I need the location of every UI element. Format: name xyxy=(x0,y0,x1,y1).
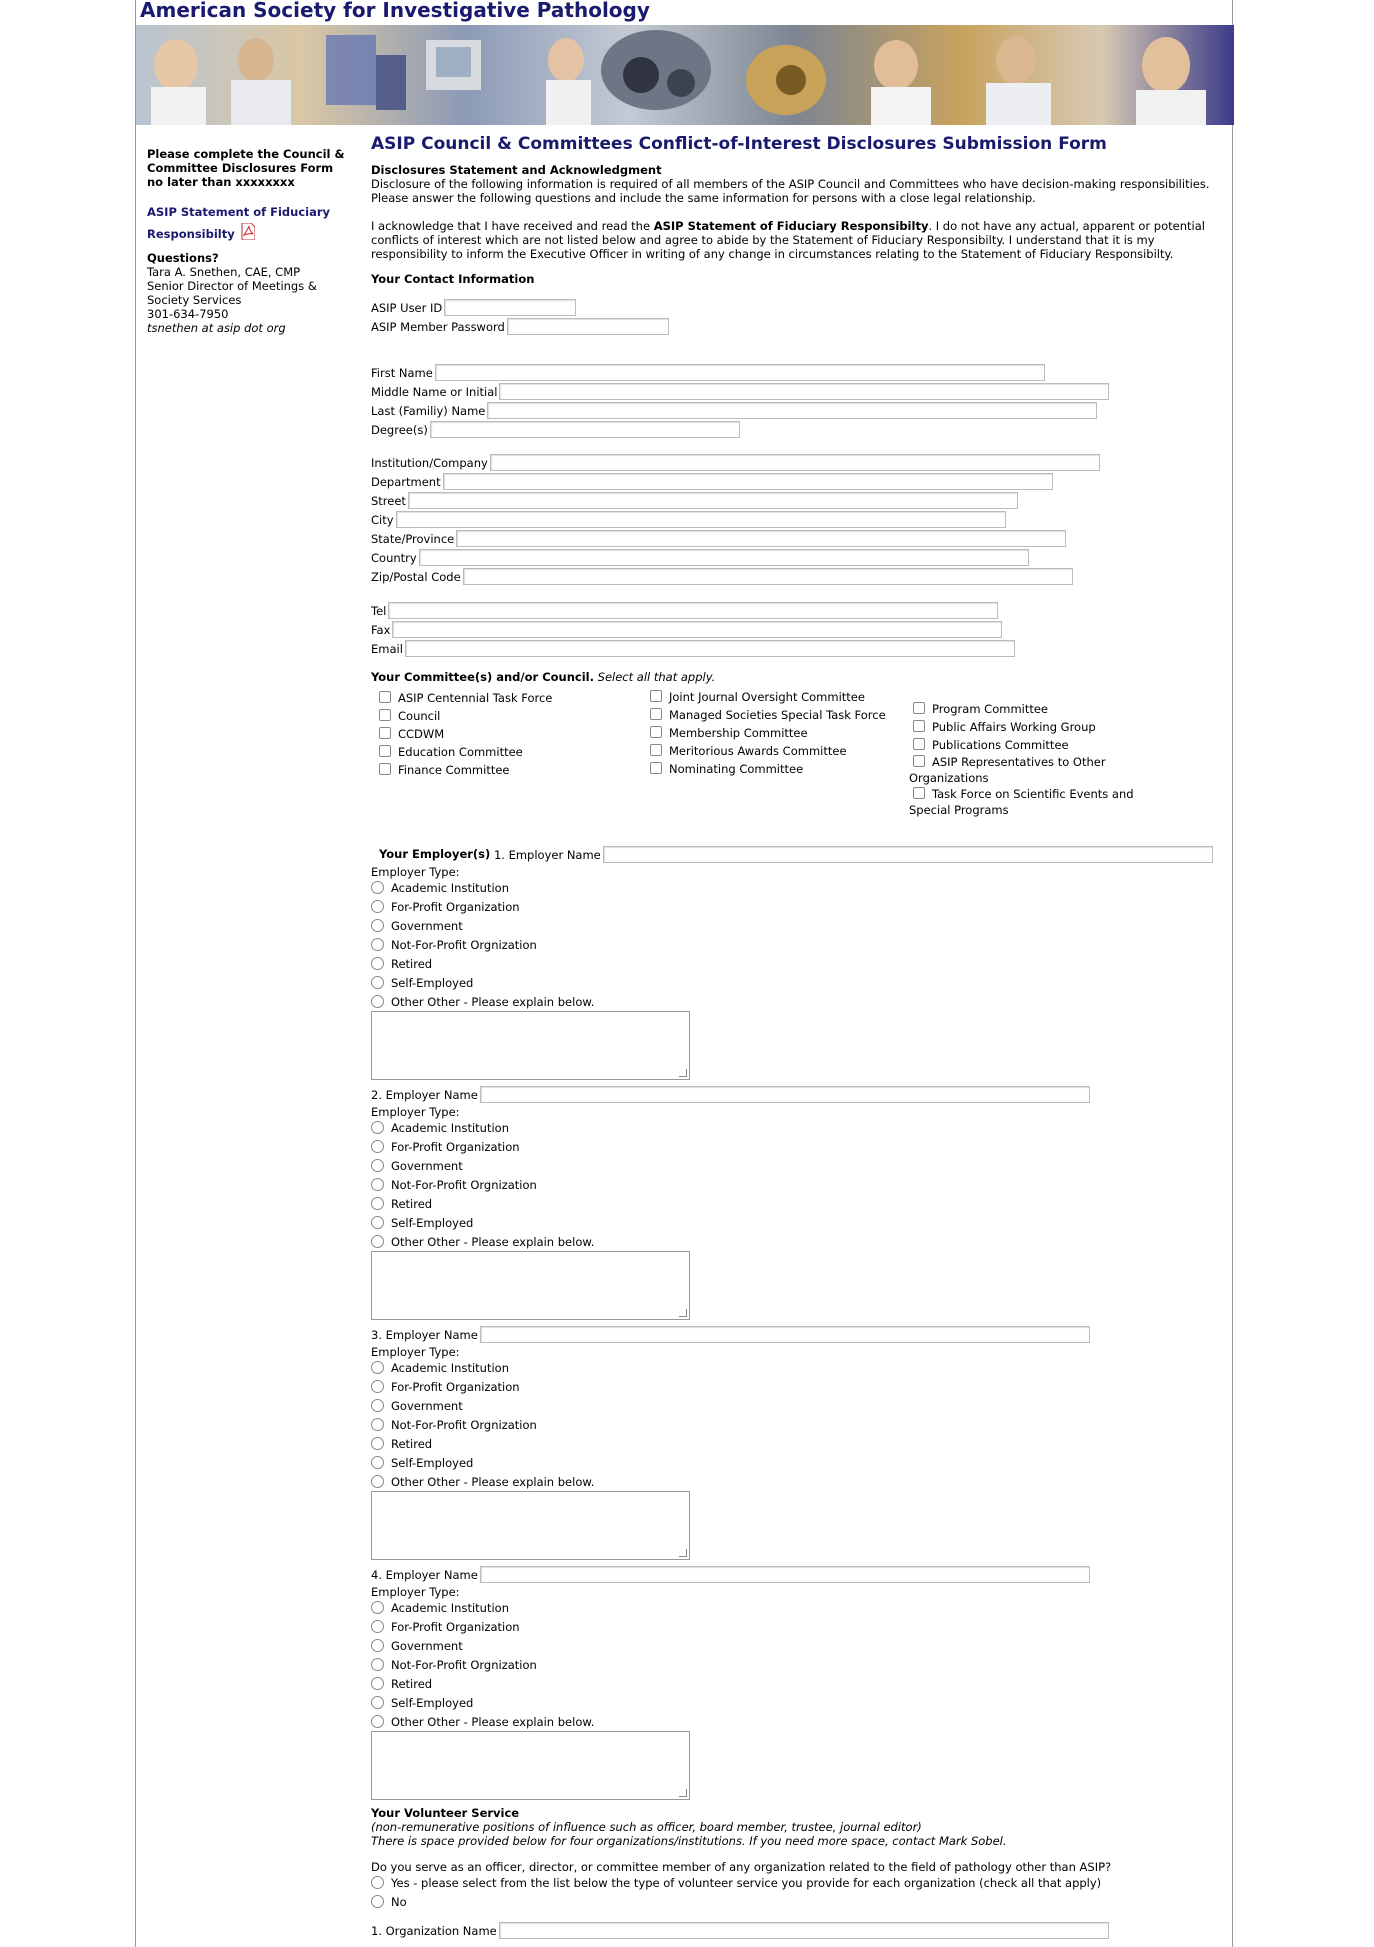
volunteer-question: Do you serve as an officer, director, or committee member of any organization related to the field of pathology other than ASIP? xyxy=(371,1860,1112,1874)
radio-button[interactable] xyxy=(371,881,384,894)
employer-type-option[interactable] xyxy=(371,1138,594,1157)
employer-type-option[interactable] xyxy=(371,1473,594,1492)
department-row xyxy=(371,473,1053,492)
state-input[interactable] xyxy=(456,530,1066,547)
employer-name-row xyxy=(371,1566,1090,1585)
employer-name-label: 2. Employer Name xyxy=(371,1087,478,1102)
employer-type-text: Not-For-Profit Orgnization xyxy=(391,1178,537,1192)
employer-type-option[interactable] xyxy=(371,1195,594,1214)
radio-button[interactable] xyxy=(371,1380,384,1393)
employer-type-label: Employer Type: xyxy=(371,1105,460,1119)
employer-type-text: For-Profit Organization xyxy=(391,1380,520,1394)
committee-option[interactable] xyxy=(650,724,886,742)
checkbox[interactable] xyxy=(379,727,391,739)
employer-type-text: Not-For-Profit Orgnization xyxy=(391,1418,537,1432)
contact-title-line1: Senior Director of Meetings & xyxy=(147,279,317,293)
radio-button[interactable] xyxy=(371,1235,384,1248)
committees-column-3 xyxy=(909,700,1134,818)
password-row xyxy=(371,318,669,337)
volunteer-heading: Your Volunteer Service xyxy=(371,1806,520,1820)
radio-button[interactable] xyxy=(371,1895,384,1908)
committee-label: Managed Societies Special Task Force xyxy=(669,708,886,722)
zip-label: Zip/Postal Code xyxy=(371,569,461,584)
employer-type-option[interactable] xyxy=(371,879,594,898)
radio-button[interactable] xyxy=(371,1876,384,1889)
employer-type-text: Academic Institution xyxy=(391,881,509,895)
password-label: ASIP Member Password xyxy=(371,319,505,334)
checkbox[interactable] xyxy=(650,690,662,702)
checkbox[interactable] xyxy=(913,702,925,714)
zip-input[interactable] xyxy=(463,568,1073,585)
committee-option[interactable] xyxy=(913,736,1134,754)
employer-type-option[interactable] xyxy=(371,936,594,955)
employer-type-text: Retired xyxy=(391,1197,433,1211)
volunteer-section xyxy=(371,1806,1221,1912)
employer-type-text: Other Other - Please explain below. xyxy=(391,1235,595,1249)
radio-button[interactable] xyxy=(371,1475,384,1488)
org-name-label: 1. Organization Name xyxy=(371,1923,497,1938)
disclosure-heading: Disclosures Statement and Acknowledgment xyxy=(371,163,662,177)
employer-name-input[interactable] xyxy=(480,1086,1090,1103)
street-row xyxy=(371,492,1018,511)
committee-option[interactable] xyxy=(379,725,552,743)
committees-column-2 xyxy=(650,688,886,778)
employer-type-option[interactable] xyxy=(371,1214,594,1233)
department-label: Department xyxy=(371,474,441,489)
employer-name-row xyxy=(379,846,1213,865)
employer-type-option[interactable] xyxy=(371,898,594,917)
fiduciary-statement-link[interactable] xyxy=(147,201,352,245)
employer-name-row xyxy=(371,1086,1090,1105)
employer-type-text: Academic Institution xyxy=(391,1121,509,1135)
tel-input[interactable] xyxy=(388,602,998,619)
committee-label: ASIP Representatives to Other xyxy=(932,755,1106,769)
radio-button[interactable] xyxy=(371,1178,384,1191)
middle-name-row xyxy=(371,383,1109,402)
employer-type-text: Self-Employed xyxy=(391,1696,474,1710)
employer-type-option[interactable] xyxy=(371,1618,594,1637)
committee-label: Finance Committee xyxy=(398,763,510,777)
fax-input[interactable] xyxy=(392,621,1002,638)
committees-column-1 xyxy=(379,689,552,779)
employer-type-text: Self-Employed xyxy=(391,976,474,990)
employer-type-text: Government xyxy=(391,1159,463,1173)
employer-name-label: 4. Employer Name xyxy=(371,1567,478,1582)
volunteer-yes-option[interactable] xyxy=(371,1874,1221,1893)
employer-explanation-textarea[interactable] xyxy=(371,1251,690,1320)
user-id-label: ASIP User ID xyxy=(371,300,443,315)
committee-option[interactable] xyxy=(913,700,1134,718)
employer-type-text: Government xyxy=(391,1639,463,1653)
state-row xyxy=(371,530,1066,549)
degrees-input[interactable] xyxy=(430,421,740,438)
institution-row xyxy=(371,454,1100,473)
committee-label-continued: Special Programs xyxy=(909,803,1009,817)
email-row xyxy=(371,640,1015,659)
country-label: Country xyxy=(371,550,417,565)
employer-name-input[interactable] xyxy=(480,1566,1090,1583)
tel-row xyxy=(371,602,998,621)
committee-option[interactable] xyxy=(913,786,1134,802)
employer-type-label: Employer Type: xyxy=(371,1585,460,1599)
contact-name: Tara A. Snethen, CAE, CMP xyxy=(147,265,301,279)
radio-button[interactable] xyxy=(371,1639,384,1652)
volunteer-no-option[interactable] xyxy=(371,1893,1221,1912)
radio-button[interactable] xyxy=(371,1399,384,1412)
employer-type-text: Not-For-Profit Orgnization xyxy=(391,1658,537,1672)
email-label: Email xyxy=(371,641,403,656)
radio-button[interactable] xyxy=(371,1658,384,1671)
employer-type-option[interactable] xyxy=(371,1694,594,1713)
employer-name-label: 3. Employer Name xyxy=(371,1327,478,1342)
committee-label: Education Committee xyxy=(398,745,523,759)
employer-type-option[interactable] xyxy=(371,1599,594,1618)
checkbox[interactable] xyxy=(379,709,391,721)
employer-type-option[interactable] xyxy=(371,1675,594,1694)
disclosure-text: Disclosure of the following information is required of all members of the ASIP Council and Committees who have decision-making responsibilities. Please answer the following questions and include the same information for persons with a close legal relationship. xyxy=(371,177,1210,205)
employer-type-text: For-Profit Organization xyxy=(391,1140,520,1154)
committee-label-continued: Organizations xyxy=(909,771,989,785)
employer-type-text: For-Profit Organization xyxy=(391,1620,520,1634)
tel-label: Tel xyxy=(371,603,387,618)
employer-type-option[interactable] xyxy=(371,917,594,936)
committee-label: ASIP Centennial Task Force xyxy=(398,691,553,705)
committee-option[interactable] xyxy=(379,689,552,707)
middle-name-input[interactable] xyxy=(499,383,1109,400)
radio-button[interactable] xyxy=(371,1677,384,1690)
employer-type-option[interactable] xyxy=(371,1397,594,1416)
zip-row xyxy=(371,568,1073,587)
employer-type-option[interactable] xyxy=(371,1454,594,1473)
institution-label: Institution/Company xyxy=(371,455,488,470)
street-label: Street xyxy=(371,493,406,508)
committee-label: Task Force on Scientific Events and xyxy=(932,787,1134,801)
employer-type-text: Retired xyxy=(391,957,433,971)
employer-type-option[interactable] xyxy=(371,1233,594,1252)
volunteer-yes-label: Yes - please select from the list below the type of volunteer service you provide for each organization (check all that apply) xyxy=(391,1876,1102,1890)
radio-button[interactable] xyxy=(371,1216,384,1229)
contact-heading: Your Contact Information xyxy=(371,272,535,286)
employer-type-text: Retired xyxy=(391,1677,433,1691)
radio-button[interactable] xyxy=(371,938,384,951)
employer-explanation-textarea[interactable] xyxy=(371,1011,690,1080)
committee-label: Publications Committee xyxy=(932,738,1069,752)
radio-button[interactable] xyxy=(371,1696,384,1709)
page-container xyxy=(135,0,1233,1947)
employer-type-text: Academic Institution xyxy=(391,1601,509,1615)
committees-hint: Select all that apply. xyxy=(597,670,716,684)
employer-type-text: Not-For-Profit Orgnization xyxy=(391,938,537,952)
radio-button[interactable] xyxy=(371,1437,384,1450)
first-name-input[interactable] xyxy=(435,364,1045,381)
volunteer-note-1: (non-remunerative positions of influence such as officer, board member, trustee, journal editor) xyxy=(371,1820,922,1834)
employer-type-option[interactable] xyxy=(371,1378,594,1397)
employer-type-label: Employer Type: xyxy=(371,865,460,879)
committee-label: Nominating Committee xyxy=(669,762,804,776)
radio-button[interactable] xyxy=(371,957,384,970)
employer-type-option[interactable] xyxy=(371,1119,594,1138)
contact-title-line2: Society Services xyxy=(147,293,242,307)
ack-suffix: . I do not have any actual, apparent or potential conflicts of interest which are not listed below and agree to abide by the Statement of Fiduciary Responsibilty. I understand that it is my responsibility to inform the Executive Officer in writing of any change in circumstances relating to the Statement of Fiduciary Responsibilty. xyxy=(371,219,1205,261)
middle-name-label: Middle Name or Initial xyxy=(371,384,498,399)
checkbox[interactable] xyxy=(650,726,662,738)
committee-option[interactable] xyxy=(379,707,552,725)
ack-bold: ASIP Statement of Fiduciary Responsibilty xyxy=(653,219,929,233)
committee-label: Council xyxy=(398,709,441,723)
employer-type-text: Retired xyxy=(391,1437,433,1451)
committee-label: Meritorious Awards Committee xyxy=(669,744,847,758)
country-input[interactable] xyxy=(419,549,1029,566)
employer-type-option[interactable] xyxy=(371,993,594,1012)
city-input[interactable] xyxy=(396,511,1006,528)
employer-type-option[interactable] xyxy=(371,974,594,993)
volunteer-note-2: There is space provided below for four organizations/institutions. If you need more space, contact Mark Sobel. xyxy=(371,1834,1007,1848)
radio-button[interactable] xyxy=(371,976,384,989)
checkbox[interactable] xyxy=(379,691,391,703)
employer-type-text: Academic Institution xyxy=(391,1361,509,1375)
street-input[interactable] xyxy=(408,492,1018,509)
radio-button[interactable] xyxy=(371,919,384,932)
radio-button[interactable] xyxy=(371,1418,384,1431)
employer-type-option[interactable] xyxy=(371,1637,594,1656)
committee-option[interactable] xyxy=(650,706,886,724)
checkbox[interactable] xyxy=(913,738,925,750)
radio-button[interactable] xyxy=(371,1361,384,1374)
employer-heading: Your Employer(s) xyxy=(379,847,491,861)
checkbox[interactable] xyxy=(379,745,391,757)
last-name-input[interactable] xyxy=(487,402,1097,419)
fiduciary-link-text[interactable]: ASIP Statement of Fiduciary Responsibilty xyxy=(147,205,331,241)
city-row xyxy=(371,511,1006,530)
org-name-input[interactable] xyxy=(499,1922,1109,1939)
state-label: State/Province xyxy=(371,531,455,546)
department-input[interactable] xyxy=(443,473,1053,490)
checkbox[interactable] xyxy=(379,763,391,775)
ack-prefix: I acknowledge that I have received and read the xyxy=(371,219,654,233)
employer-type-option[interactable] xyxy=(371,1713,594,1732)
committee-option[interactable] xyxy=(379,743,552,761)
committee-option[interactable] xyxy=(650,742,886,760)
acknowledgment-text xyxy=(371,219,1221,261)
header-banner-image xyxy=(136,25,1234,125)
country-row xyxy=(371,549,1029,568)
form-main xyxy=(371,133,1221,286)
employer-type-text: Other Other - Please explain below. xyxy=(391,995,595,1009)
questions-heading: Questions? xyxy=(147,251,219,265)
checkbox[interactable] xyxy=(650,744,662,756)
fax-row xyxy=(371,621,1002,640)
sidebar xyxy=(147,147,352,335)
committee-label: Program Committee xyxy=(932,702,1049,716)
contact-phone: 301-634-7950 xyxy=(147,307,229,321)
radio-button[interactable] xyxy=(371,900,384,913)
deadline-note: Please complete the Council & Committee Disclosures Form no later than xxxxxxxx xyxy=(147,147,345,189)
committee-option[interactable] xyxy=(379,761,552,779)
committee-option[interactable] xyxy=(650,760,886,778)
radio-button[interactable] xyxy=(371,1620,384,1633)
checkbox[interactable] xyxy=(913,755,925,767)
radio-button[interactable] xyxy=(371,1159,384,1172)
email-input[interactable] xyxy=(405,640,1015,657)
committee-option[interactable] xyxy=(650,688,886,706)
employer-type-group xyxy=(371,1105,594,1252)
committees-heading-text: Your Committee(s) and/or Council. xyxy=(371,670,594,684)
employer-name-row xyxy=(371,1326,1090,1345)
employer-type-group xyxy=(371,865,594,1012)
employer-type-text: Other Other - Please explain below. xyxy=(391,1475,595,1489)
committees-heading xyxy=(371,670,715,684)
employer-explanation-textarea[interactable] xyxy=(371,1491,690,1560)
radio-button[interactable] xyxy=(371,1121,384,1134)
last-name-label: Last (Familiy) Name xyxy=(371,403,486,418)
employer-name-input[interactable] xyxy=(480,1326,1090,1343)
employer-type-text: Government xyxy=(391,919,463,933)
employer-type-text: Other Other - Please explain below. xyxy=(391,1715,595,1729)
committee-label: Public Affairs Working Group xyxy=(932,720,1096,734)
degrees-label: Degree(s) xyxy=(371,422,428,437)
checkbox[interactable] xyxy=(913,720,925,732)
user-id-row xyxy=(371,299,576,318)
user-id-input[interactable] xyxy=(444,299,576,316)
radio-button[interactable] xyxy=(371,1456,384,1469)
contact-info xyxy=(147,265,352,335)
employer-type-label: Employer Type: xyxy=(371,1345,460,1359)
institution-input[interactable] xyxy=(490,454,1100,471)
contact-email: tsnethen at asip dot org xyxy=(147,321,286,335)
checkbox[interactable] xyxy=(650,708,662,720)
employer-explanation-textarea[interactable] xyxy=(371,1731,690,1800)
form-title: ASIP Council & Committees Conflict-of-Interest Disclosures Submission Form xyxy=(371,134,1107,154)
radio-button[interactable] xyxy=(371,1197,384,1210)
checkbox[interactable] xyxy=(913,787,925,799)
fax-label: Fax xyxy=(371,622,391,637)
employer-type-option[interactable] xyxy=(371,1157,594,1176)
first-name-row xyxy=(371,364,1045,383)
employer-type-text: Self-Employed xyxy=(391,1216,474,1230)
radio-button[interactable] xyxy=(371,1140,384,1153)
site-title: American Society for Investigative Pathology xyxy=(140,0,650,22)
radio-button[interactable] xyxy=(371,1715,384,1728)
checkbox[interactable] xyxy=(650,762,662,774)
radio-button[interactable] xyxy=(371,995,384,1008)
committee-option[interactable] xyxy=(913,718,1134,736)
employer-type-text: Self-Employed xyxy=(391,1456,474,1470)
employer-type-group xyxy=(371,1345,594,1492)
employer-type-option[interactable] xyxy=(371,1416,594,1435)
employer-type-group xyxy=(371,1585,594,1732)
committee-option[interactable] xyxy=(913,754,1134,770)
employer-name-label: 1. Employer Name xyxy=(493,847,601,862)
last-name-row xyxy=(371,402,1097,421)
committee-label: Joint Journal Oversight Committee xyxy=(669,690,865,704)
employer-name-input[interactable] xyxy=(603,846,1213,863)
pdf-icon[interactable] xyxy=(241,223,255,240)
employer-type-option[interactable] xyxy=(371,1176,594,1195)
employer-type-option[interactable] xyxy=(371,1359,594,1378)
degrees-row xyxy=(371,421,740,440)
employer-type-text: For-Profit Organization xyxy=(391,900,520,914)
radio-button[interactable] xyxy=(371,1601,384,1614)
employer-type-option[interactable] xyxy=(371,1656,594,1675)
password-input[interactable] xyxy=(507,318,669,335)
first-name-label: First Name xyxy=(371,365,433,380)
committee-label: CCDWM xyxy=(398,727,445,741)
org-name-row xyxy=(371,1922,1109,1941)
volunteer-no-label: No xyxy=(391,1895,407,1909)
employer-type-text: Government xyxy=(391,1399,463,1413)
employer-type-option[interactable] xyxy=(371,1435,594,1454)
committee-label: Membership Committee xyxy=(669,726,808,740)
city-label: City xyxy=(371,512,394,527)
employer-type-option[interactable] xyxy=(371,955,594,974)
